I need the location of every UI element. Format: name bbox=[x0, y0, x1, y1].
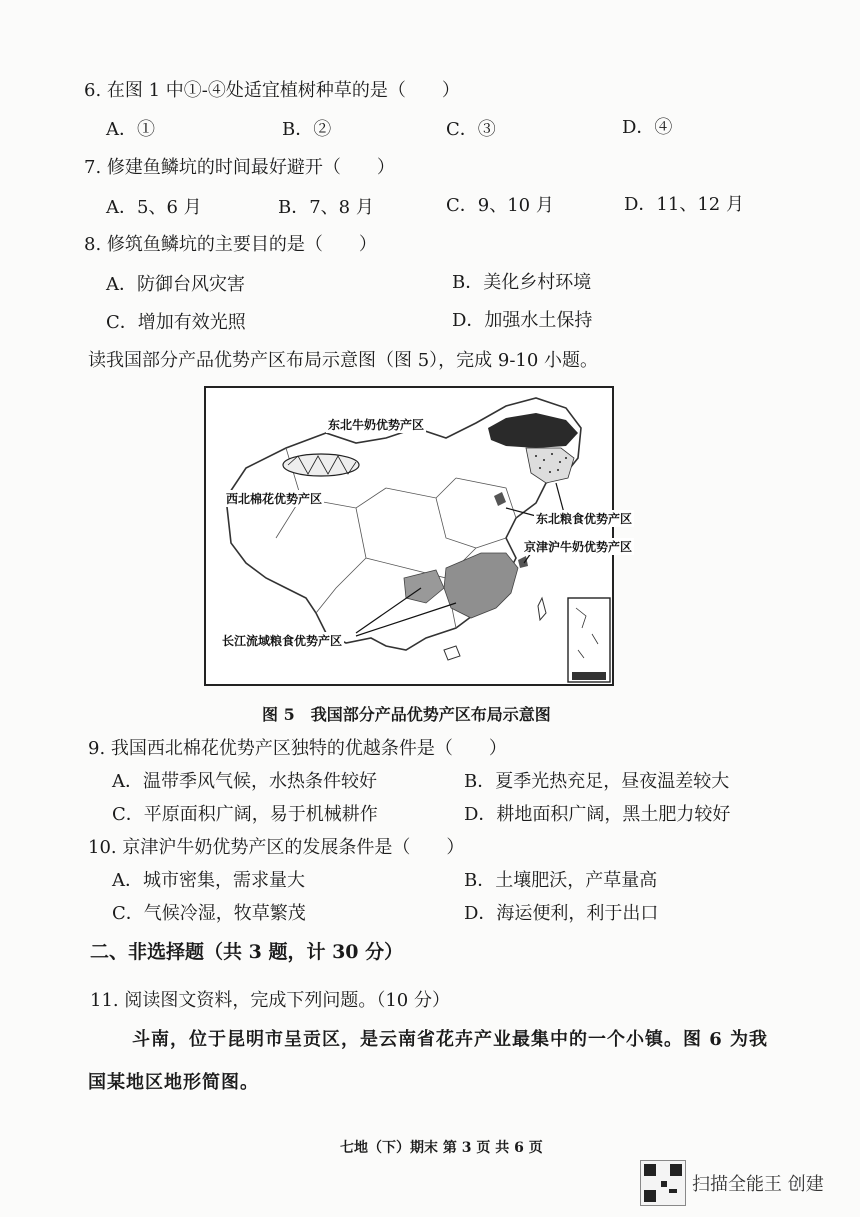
question-10-option-d: D．海运便利，利于出口 bbox=[464, 903, 659, 924]
question-10-option-a: A．城市密集，需求量大 bbox=[112, 870, 305, 891]
label-northeast-milk: 东北牛奶优势产区 bbox=[328, 418, 425, 432]
question-11-paragraph-line-2: 国某地区地形简图。 bbox=[88, 1072, 259, 1093]
question-9-option-c: C．平原面积广阔，易于机械耕作 bbox=[112, 804, 378, 825]
question-8-option-a: A．防御台风灾害 bbox=[106, 274, 245, 295]
figure-5-caption: 图 5 我国部分产品优势产区布局示意图 bbox=[262, 705, 551, 724]
section-2-title: 二、非选择题（共 3 题，计 30 分） bbox=[90, 941, 404, 963]
question-7-option-b: B．7、8 月 bbox=[278, 197, 374, 218]
yangtze-grain-region-east bbox=[444, 553, 518, 618]
question-6-option-c: C．③ bbox=[446, 119, 496, 140]
beijing-tianjin-region bbox=[494, 492, 506, 506]
northeast-milk-region bbox=[488, 413, 578, 448]
question-9-option-a: A．温带季风气候，水热条件较好 bbox=[112, 771, 377, 792]
scanner-watermark bbox=[640, 1160, 845, 1206]
south-sea-inset bbox=[568, 598, 610, 682]
northeast-grain-region bbox=[526, 448, 574, 483]
label-jjh-milk: 京津沪牛奶优势产区 bbox=[524, 540, 633, 554]
question-10-option-b: B．土壤肥沃，产草量高 bbox=[464, 870, 658, 891]
question-7-option-d: D．11、12 月 bbox=[624, 194, 744, 215]
question-9-option-b: B．夏季光热充足，昼夜温差较大 bbox=[464, 771, 730, 792]
question-10-stem: 10. 京津沪牛奶优势产区的发展条件是（ ） bbox=[88, 837, 465, 858]
question-9-option-d: D．耕地面积广阔，黑土肥力较好 bbox=[464, 804, 731, 825]
label-yangtze-grain: 长江流域粮食优势产区 bbox=[222, 634, 343, 648]
question-9-stem: 9. 我国西北棉花优势产区独特的优越条件是（ ） bbox=[88, 738, 507, 759]
question-6-option-d: D．④ bbox=[622, 117, 673, 138]
yangtze-grain-region-west bbox=[404, 570, 444, 603]
qr-code-icon bbox=[640, 1160, 686, 1206]
question-8-option-b: B．美化乡村环境 bbox=[452, 272, 592, 293]
label-northwest-cotton: 西北棉花优势产区 bbox=[226, 492, 323, 506]
question-6-option-a: A．① bbox=[106, 119, 155, 140]
question-11-stem: 11. 阅读图文资料，完成下列问题。（10 分） bbox=[90, 990, 450, 1011]
china-production-map bbox=[204, 386, 633, 686]
question-7-stem: 7. 修建鱼鳞坑的时间最好避开（ ） bbox=[84, 157, 395, 178]
question-7-option-a: A．5、6 月 bbox=[106, 197, 202, 218]
question-6-option-b: B．② bbox=[282, 119, 332, 140]
intro-questions-9-10: 读我国部分产品优势产区布局示意图（图 5），完成 9-10 小题。 bbox=[88, 350, 599, 371]
question-8-option-d: D．加强水土保持 bbox=[452, 310, 593, 331]
question-11-paragraph-line-1: 斗南，位于昆明市呈贡区，是云南省花卉产业最集中的一个小镇。图 6 为我 bbox=[132, 1029, 769, 1050]
question-6-stem: 6. 在图 1 中①-④处适宜植树种草的是（ ） bbox=[84, 80, 460, 101]
label-northeast-grain: 东北粮食优势产区 bbox=[536, 512, 633, 526]
page-footer: 七地（下）期末 第 3 页 共 6 页 bbox=[340, 1140, 543, 1156]
question-10-option-c: C．气候冷湿，牧草繁茂 bbox=[112, 903, 306, 924]
question-7-option-c: C．9、10 月 bbox=[446, 195, 554, 216]
scanner-watermark-text: 扫描全能王 创建 bbox=[692, 1174, 824, 1195]
question-8-option-c: C．增加有效光照 bbox=[106, 312, 246, 333]
question-8-stem: 8. 修筑鱼鳞坑的主要目的是（ ） bbox=[84, 234, 377, 255]
